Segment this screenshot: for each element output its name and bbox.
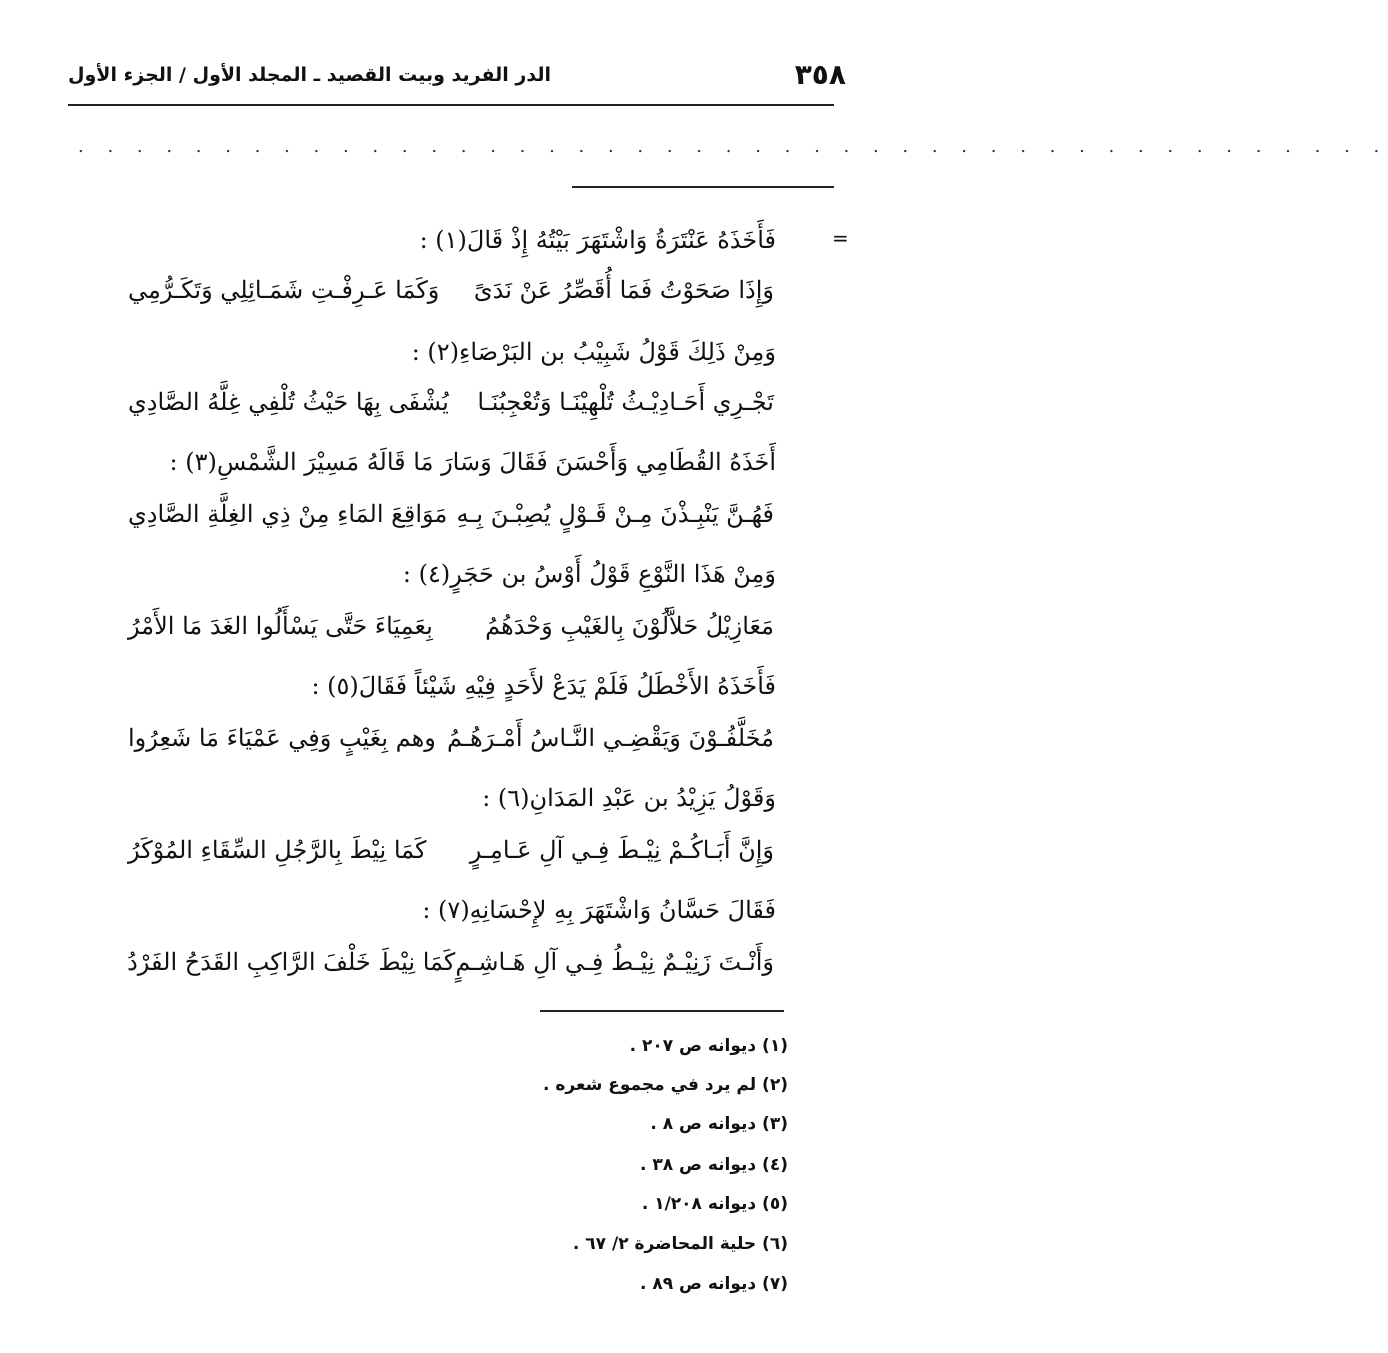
verse-second-hemistich: كَمَا نِيْطَ خَلْفَ الرَّاكِبِ القَدَحُ الفَرْدُ xyxy=(127,948,456,976)
running-title: الدر الفريد وبيت القصيد ـ المجلد الأول / الجزء الأول xyxy=(68,64,551,86)
verse-second-hemistich: كَمَا نِيْطَ بِالرَّجُلِ السِّقَاءِ المُوْكَرُ xyxy=(128,836,427,864)
footnote-item: (٣) ديوانه ص ٨ . xyxy=(650,1114,788,1134)
footnote-item: (٦) حلية المحاضرة ٢/ ٦٧ . xyxy=(572,1234,788,1254)
prose-line: وَقَوْلُ يَزِيْدُ بن عَبْدِ المَدَانِ(٦) : xyxy=(482,784,776,812)
footnote-item: (٢) لم يرد في مجموع شعره . xyxy=(542,1075,788,1095)
verse-first-hemistich: وَأَنْـتَ زَنِيْـمٌ نِيْـطُ فِـي آلِ هَـاشِـمٍ xyxy=(455,948,774,976)
verse-line xyxy=(128,384,774,420)
verse-first-hemistich: وَإِنَّ أَبَـاكُـمْ نِيْـطَ فِـي آلِ عَـامِـرٍ xyxy=(469,836,774,864)
header-rule xyxy=(68,104,834,106)
verse-second-hemistich: وهم بِغَيْبٍ وَفِي عَمْيَاءَ مَا شَعِرُوا xyxy=(128,724,436,752)
verse-first-hemistich: وَإِذَا صَحَوْتُ فَمَا أُقَصِّرُ عَنْ نَدَىً xyxy=(473,276,774,304)
verse-line xyxy=(128,832,774,868)
footnote-item: (٧) ديوانه ص ٨٩ . xyxy=(639,1274,788,1294)
footnote-item: (٥) ديوانه ١/٢٠٨ . xyxy=(641,1194,788,1214)
prose-line: فَأَخَذَهُ الأَخْطَلُ فَلَمْ يَدَعْ لأَحَدٍ فِيْهِ شَيْئاً فَقَالَ(٥) : xyxy=(311,672,776,700)
footnote-rule xyxy=(540,1010,784,1012)
verse-first-hemistich: مُخَلَّفُـوْنَ وَيَقْضِـي النَّـاسُ أَمْـرَهُـمُ xyxy=(447,724,774,752)
prose-line: فَأَخَذَهُ عَنْتَرَةُ وَاشْتَهَرَ بَيْتُهُ إِذْ قَالَ(١) : xyxy=(419,226,776,254)
verse-first-hemistich: تَجْـرِي أَحَـادِيْـثُ تُلْهِيْنَـا وَتُعْجِبُنَـا xyxy=(477,388,774,416)
verse-line xyxy=(128,944,774,980)
prose-line: وَمِنْ ذَلِكَ قَوْلُ شَبِيْبُ بن البَرْصَاءِ(٢) : xyxy=(411,338,776,366)
section-rule xyxy=(572,186,834,188)
continuation-mark: = xyxy=(832,226,849,250)
dotted-separator: . . . . . . . . . . . . . . . . . . . . . . . . . . . . . . . . . . . . . . . . . . . . . xyxy=(78,136,1388,157)
verse-second-hemistich: وَكَمَا عَـرِفْـتِ شَمَـائِلِي وَتَكَـرُّمِي xyxy=(128,276,440,304)
verse-second-hemistich: مَوَاقِعَ المَاءِ مِنْ ذِي الغِلَّةِ الصَّادِي xyxy=(128,500,448,528)
verse-line xyxy=(128,496,774,532)
footnote-item: (١) ديوانه ص ٢٠٧ . xyxy=(629,1036,788,1056)
page-number: ٣٥٨ xyxy=(794,58,846,91)
prose-line: وَمِنْ هَذَا النَّوْعِ قَوْلُ أَوْسُ بن حَجَرٍ(٤) : xyxy=(402,560,776,588)
prose-line: فَقَالَ حَسَّانُ وَاشْتَهَرَ بِهِ لإِحْسَانِهِ(٧) : xyxy=(422,896,776,924)
verse-second-hemistich: يُشْفَى بِهَا حَيْثُ تُلْفِي غِلَّهُ الصَّادِي xyxy=(128,388,449,416)
verse-line xyxy=(128,608,774,644)
prose-line: أَخَذَهُ القُطَامِي وَأَحْسَنَ فَقَالَ وَسَارَ مَا قَالَهُ مَسِيْرَ الشَّمْسِ(٣) : xyxy=(169,448,776,476)
verse-second-hemistich: بِعَمِيَاءَ حَتَّى يَسْأَلُوا الغَدَ مَا الأَمْرُ xyxy=(128,612,433,640)
verse-first-hemistich: فَهُـنَّ يَنْبِـذْنَ مِـنْ قَـوْلٍ يُصِبْـنَ بِـهِ xyxy=(456,500,774,528)
verse-first-hemistich: مَعَازِيْلُ حَلاَّلُوْنَ بِالغَيْبِ وَحْدَهُمُ xyxy=(485,612,774,640)
verse-line xyxy=(128,272,774,308)
verse-line xyxy=(128,720,774,756)
footnote-item: (٤) ديوانه ص ٣٨ . xyxy=(639,1155,788,1175)
